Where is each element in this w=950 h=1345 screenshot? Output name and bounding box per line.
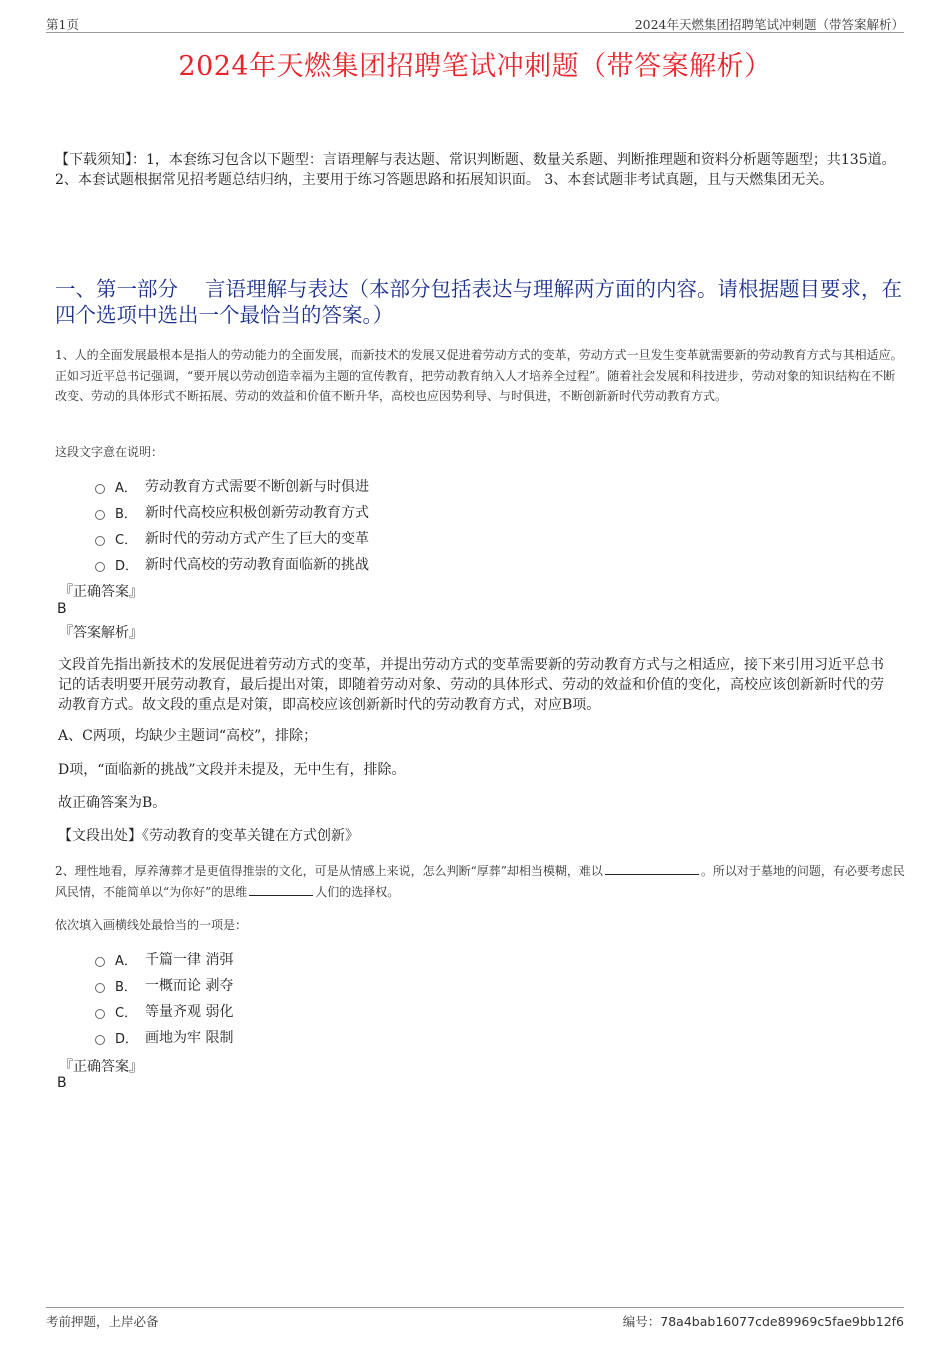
question-1-options (95, 473, 369, 577)
question-2-options (95, 946, 233, 1050)
footer-slogan: 考前押题，上岸必备 (46, 1314, 159, 1329)
question-2-option-b[interactable]: B． 一概而论 剥夺 (95, 972, 233, 998)
radio-icon[interactable] (95, 1009, 105, 1019)
option-text: 新时代高校的劳动教育面临新的挑战 (145, 557, 369, 573)
question-1-prompt: 这段文字意在说明： (55, 445, 164, 459)
question-2-option-d[interactable]: D． 画地为牢 限制 (95, 1024, 233, 1050)
option-text: 千篇一律 消弭 (145, 952, 234, 968)
question-1-source: 【文段出处】《劳动教育的变革关键在方式创新》 (58, 828, 359, 844)
question-1-option-d[interactable]: D． 新时代高校的劳动教育面临新的挑战 (95, 551, 369, 577)
radio-icon[interactable] (95, 957, 105, 967)
header-doc-title: 2024年天燃集团招聘笔试冲刺题（带答案解析） (634, 17, 904, 32)
download-notice: 【下载须知】：1，本套练习包含以下题型：言语理解与表达题、常识判断题、数量关系题、判断推理题和资料分析题等题型；共135道。 2、本套试题根据常见招考题总结归纳，主要用于练习答题思路和拓展知识面。 3、本套试题非考试真题，且与天燃集团无关。 (55, 152, 896, 188)
question-2-answer: B (57, 1075, 67, 1091)
radio-icon[interactable] (95, 983, 105, 993)
question-1-analysis-main: 文段首先指出新技术的发展促进着劳动方式的变革，并提出劳动方式的变革需要新的劳动教育方式与之相适应，接下来引用习近平总书记的话表明要开展劳动教育，最后提出对策，即随着劳动对象、劳动的具体形式、劳动的效益和价值的变化，高校应该创新新时代的劳动教育方式。故文段的重点是对策，即高校应该创新新时代的劳动教育方式，对应B项。 (58, 657, 884, 713)
page-number: 第1页 (46, 17, 79, 32)
option-text: 新时代的劳动方式产生了巨大的变革 (145, 531, 369, 547)
option-text: 劳动教育方式需要不断创新与时俱进 (145, 479, 369, 495)
option-text: 等量齐观 弱化 (145, 1004, 234, 1020)
question-1-text: 1、人的全面发展最根本是指人的劳动能力的全面发展，而新技术的发展又促进着劳动方式的变革，劳动方式一旦发生变革就需要新的劳动教育方式与其相适应。正如习近平总书记强调，“要开展以劳动创造幸福为主题的宣传教育，把劳动教育纳入人才培养全过程”。随着社会发展和科技进步，劳动对象的知识结构在不断改变、劳动的具体形式不断拓展、劳动的效益和价值不断升华，高校也应因势利导、与时俱进，不断创新新时代劳动教育方式。 (55, 348, 903, 403)
question-2-answer-label: 『正确答案』 (59, 1059, 143, 1075)
option-text: 一概而论 剥夺 (145, 978, 234, 994)
footer-code-value: 78a4bab16077cde89969c5fae9bb12f6 (660, 1314, 904, 1329)
footer-code (623, 1312, 904, 1330)
fill-blank-1[interactable] (605, 862, 699, 875)
radio-icon[interactable] (95, 484, 105, 494)
question-1-option-a[interactable]: A． 劳动教育方式需要不断创新与时俱进 (95, 473, 369, 499)
question-1-conclusion: 故正确答案为B。 (58, 795, 167, 811)
radio-icon[interactable] (95, 1035, 105, 1045)
question-1-answer: B (57, 601, 67, 617)
radio-icon[interactable] (95, 510, 105, 520)
question-1-analysis-label: 『答案解析』 (59, 625, 143, 641)
question-1-option-b[interactable]: B． 新时代高校应积极创新劳动教育方式 (95, 499, 369, 525)
section-heading: 一、第一部分 言语理解与表达（本部分包括表达与理解两方面的内容。请根据题目要求，在四个选项中选出一个最恰当的答案。） (55, 277, 903, 327)
question-2-option-c[interactable]: C． 等量齐观 弱化 (95, 998, 233, 1024)
question-1-analysis-d: D项，“面临新的挑战”文段并未提及，无中生有，排除。 (58, 762, 406, 778)
document-title: 2024年天燃集团招聘笔试冲刺题（带答案解析） (178, 51, 772, 82)
radio-icon[interactable] (95, 536, 105, 546)
footer-divider (46, 1307, 904, 1308)
question-2-prompt: 依次填入画横线处最恰当的一项是： (55, 918, 248, 932)
question-1-option-c[interactable]: C． 新时代的劳动方式产生了巨大的变革 (95, 525, 369, 551)
question-1-analysis-ac: A、C两项，均缺少主题词“高校”，排除； (58, 728, 318, 744)
fill-blank-2[interactable] (249, 883, 313, 896)
footer-code-label: 编号： (622, 1314, 661, 1329)
question-2-option-a[interactable]: A． 千篇一律 消弭 (95, 946, 233, 972)
option-text: 画地为牢 限制 (145, 1030, 234, 1046)
radio-icon[interactable] (95, 562, 105, 572)
question-1-answer-label: 『正确答案』 (59, 584, 143, 600)
header-divider (46, 32, 904, 33)
option-text: 新时代高校应积极创新劳动教育方式 (145, 505, 369, 521)
question-2-text: 2、理性地看，厚养薄葬才是更值得推崇的文化，可是从情感上来说，怎么判断“厚葬”却相当模糊，难以 。所以对于墓地的问题，有必要考虑民风民情，不能简单以“为你好”的思维 人们的选择权。 (55, 864, 905, 899)
